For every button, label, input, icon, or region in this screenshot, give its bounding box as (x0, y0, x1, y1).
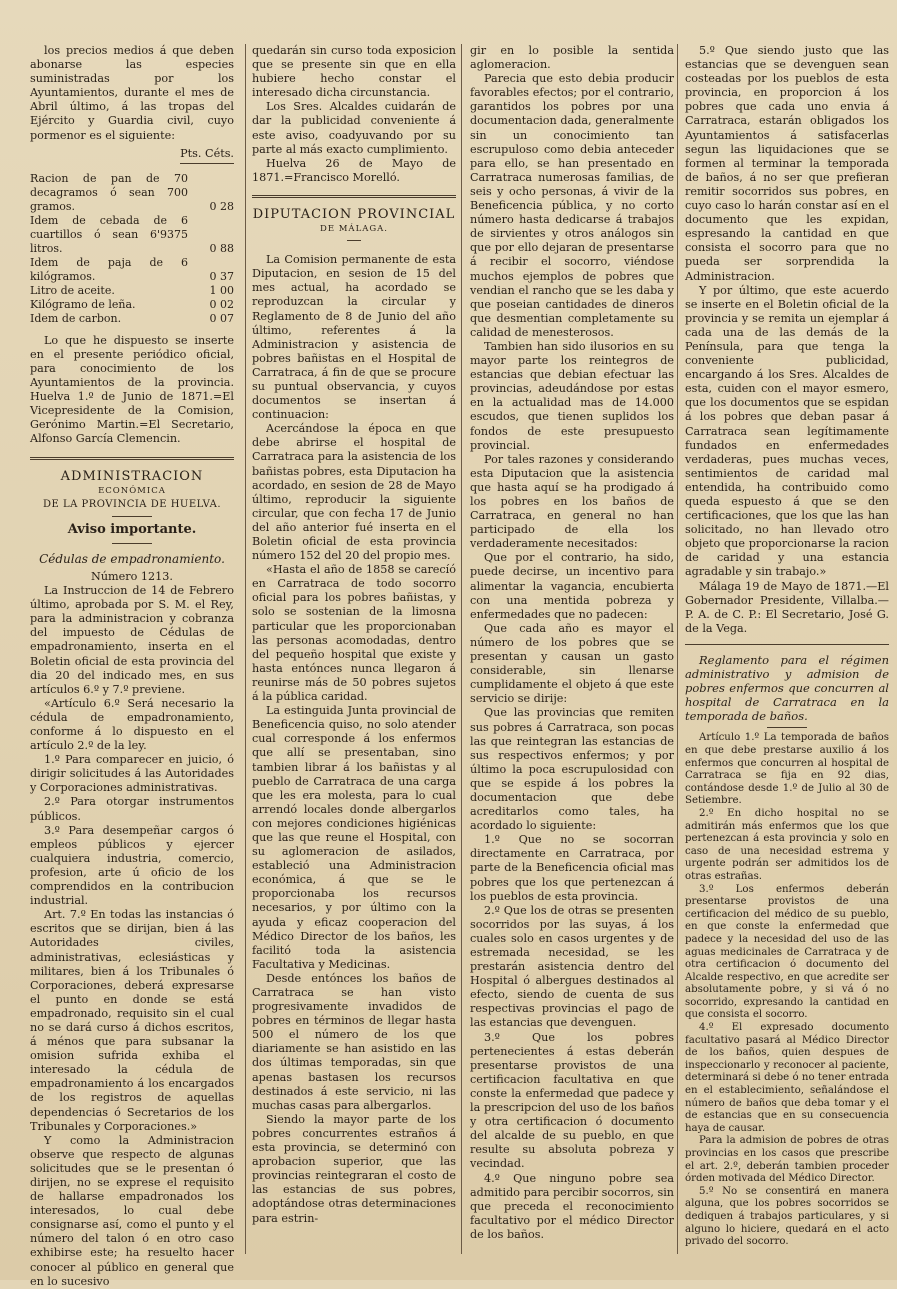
paragraph: La Comision permanente de esta Diputacion, en sesion de 15 del mes actual, ha acordado se reproduzcan la circular y Reglamento de 8 de Junio del año último, referentes á la Administracion y asistencia de pobres bañistas en el Hospital de Carratraca, á fin de que se procure su puntual observancia, y cuyos documentos se insertan á continuacion: (252, 253, 456, 422)
paragraph: Los Sres. Alcaldes cuidarán de dar la publicidad conveniente á este aviso, coadyuvando por su parte al más exacto cumplimiento. (252, 100, 456, 156)
paragraph: Que por el contrario, ha sido, puede decirse, un incentivo para alimentar la vagancia, encubierta con una mentida pobreza y enfermedades que no padecen: (470, 551, 674, 621)
divider (767, 727, 807, 728)
divider (180, 163, 234, 164)
article: 2.º En dicho hospital no se admitirán más enfermos que los que pertenezcan á esta provincia y solo en caso de una necesidad estrema y urgente podrán ser admitidos los de otras estrañas. (685, 807, 889, 882)
section-divider (685, 644, 889, 645)
column-rule (461, 44, 462, 1254)
table-row: Kilógramo de leña. 0 02 (30, 297, 234, 311)
paragraph: Y como la Administracion observe que respecto de algunas solicitudes que se le presentan ó dirijen, no se exprese el requisito de hallarse empadronados los interesados, lo cual debe consignarse así, como el punto y el número del talon ó en otro caso exhibirse este; ha resuelto hacer conocer al público en general que en lo sucesivo (30, 1133, 234, 1288)
section-divider (30, 457, 234, 460)
column-3 (470, 44, 674, 1272)
price-table (30, 172, 234, 326)
paragraph: «Artículo 6.º Será necesario la cédula de empadronamiento, conforme á lo dispuesto en el artículo 2.º de la ley. (30, 696, 234, 753)
article: 4.º El expresado documento facultativo pasará al Médico Director de los baños, quien despues de inspeccionarlo y reconocer al paciente, determinará si debe ó no tener entrada en el establecimiento, señalándose el número de baños que deba tomar y el de estancias que en su consecuencia haya de causar. (685, 1022, 889, 1134)
table-row: Racion de pan de 70 decagramos ó sean 700 gramos. 0 28 (30, 171, 234, 213)
prices-intro: los precios medios á que deben abonarse las especies suministradas por los Ayuntamientos, durante el mes de Abril último, á las tropas del Ejército y Guardia civil, cuyo pormenor es el siguiente: (30, 44, 234, 142)
paragraph: 5.º Que siendo justo que las estancias que se devenguen sean costeadas por los pueblos de esta provincia, en proporcion á los pobres que cada uno envia á Carratraca, estarán obligados los Ayuntamientos á satisfacerlas segun las liquidaciones que se formen al terminar la temporada de baños, á no ser que prefieran remitir socorridos sus pobres, en cuyo caso lo harán constar así en el documento que les expidan, espresando la cantidad en que consista el socorro para que no pueda ser sorprendida la Administracion. (685, 44, 889, 283)
paragraph: 4.º Que ninguno pobre sea admitido para percibir socorros, sin que preceda el reconocimiento facultativo por el médico Director de los baños. (470, 1171, 674, 1241)
article: 5.º No se consentirá en manera alguna, que los pobres socorridos se dediquen á trabajos particulares, y si alguno lo hiciere, quedará en el acto privado del socorro. (685, 1185, 889, 1248)
table-row: Idem de carbon. 0 07 (30, 311, 234, 325)
table-row: Idem de cebada de 6 cuartillos ó sean 6'9375 litros. 0 88 (30, 213, 234, 255)
regulation-title: Reglamento para el régimen administrativo y admision de pobres enfermos que concurren al hospital de Carratraca en la temporada de baños. (685, 652, 889, 724)
section-divider (252, 195, 456, 198)
signature: Málaga 19 de Mayo de 1871.—El Gobernador Presidente, Villalba.—P. A. de C. P.: El Secretario, José G. de la Vega. (685, 579, 889, 635)
paragraph: La estinguida Junta provincial de Beneficencia quiso, no solo atender cual corresponde á los enfermos que allí se presentaban, sino tambien librar á los bañistas y al pueblo de Carratraca de una carga que les era molesta, para lo cual arrendó locales donde albergarlos con mejores condiciones higiénicas que las que reune el Hospital, con su aglomeracion de asilados, estableció una Administracion económica, á que se le proporcionaba los recursos necesarios, y por último con la ayuda y eficaz cooperacion del Médico Director de los baños, les facilitó toda la asistencia Facultativa y Medicinas. (252, 704, 456, 971)
paragraph: Tambien han sido ilusorios en su mayor parte los reintegros de estancias que debian efectuar las provincias, adeudándose por estas en la actualidad mas de 14.000 escudos, que tienen suplidos los fondos de este presupuesto provincial. (470, 339, 674, 452)
paragraph: Acercándose la época en que debe abrirse el hospital de Carratraca para la asistencia de los bañistas pobres, esta Diputacion ha acordado, en sesion de 28 de Mayo último, reproducir la siguiente circular, que con fecha 17 de Junio del año anterior fué inserta en el Boletin oficial de esta provincia número 152 del 20 del propio mes. (252, 422, 456, 563)
section-subtitle: ECONÓMICA (98, 485, 166, 496)
section-subtitle: DE LA PROVINCIA DE HUELVA. (42, 498, 222, 510)
column-rule (245, 44, 246, 1254)
paragraph: La Instruccion de 14 de Febrero último, aprobada por S. M. el Rey, para la administracion y cobranza del impuesto de Cédulas de empadronamiento, inserta en el Boletin oficial de esta provincia del dia 20 del indicado mes, en sus artículos 6.º y 7.º previene. (30, 584, 234, 696)
column-1 (30, 44, 234, 1288)
paragraph: 3.º Para desempeñar cargos ó empleos públicos y ejercer cualquiera industria, comercio, profesion, arte ú oficio de los comprendidos en la contribucion industrial. (30, 823, 234, 908)
article: Para la admision de pobres de otras provincias en los casos que prescribe el art. 2.º, deberán tambien proceder órden motivada del Médico Director. (685, 1135, 889, 1185)
table-row: Litro de aceite. 1 00 (30, 283, 234, 297)
column-rule (677, 44, 678, 1254)
paragraph: 1.º Que no se socorran directamente en Carratraca, por parte de la Beneficencia oficial mas pobres que los que pertenezcan á los pueblos de esta provincia. (470, 833, 674, 903)
paragraph: 3.º Que los pobres pertenecientes á estas deberán presentarse provistos de una certificacion facultativa en que conste la enfermedad que padece y la prescripcion del uso de los baños y otra certificacion ó documento del alcalde de su pueblo, en que resulte su absoluta pobreza y vecindad. (470, 1030, 674, 1171)
section-title: ADMINISTRACION (60, 468, 204, 484)
column-4 (685, 44, 889, 1272)
paragraph: 2.º Que los de otras se presenten socorridos por las suyas, á los cuales solo en casos urgentes y de estremada necesidad, se les prestarán asistencia dentro del Hospital ó albergues destinados al efecto, siendo de cuenta de sus respectivas provincias el pago de las estancias que devenguen. (470, 903, 674, 1030)
paragraph: 2.º Para otorgar instrumentos públicos. (30, 795, 234, 823)
table-row: Idem de paja de 6 kilógramos. 0 37 (30, 255, 234, 283)
divider (112, 516, 152, 517)
paragraph: Parecia que esto debia producir favorables efectos; por el contrario, garantidos los pobres por una documentacion dada, generalmente sin un conocimiento tan escrupuloso como debia anteceder para ello, se han presentado en Carratraca numerosas familias, de seis y ocho personas, á vivir de la Beneficencia pública, y no corto número hasta dedicarse á trabajos de sirvientes y otros análogos sin que por ello dejaran de presentarse á recibir el socorro, viéndose muchos ejemplos de pobres que vendian el rancho que se les daba y que poseian cantidades de dineros que desmentian completamente su calidad de menesterosos. (470, 72, 674, 339)
signature: Huelva 26 de Mayo de 1871.=Francisco Morelló. (252, 156, 456, 184)
divider (112, 543, 152, 544)
unit-header: Pts. Céts. (180, 146, 234, 160)
notice-paragraph: Lo que he dispuesto se inserte en el presente periódico oficial, para conocimiento de los Ayuntamientos de la provincia. Huelva 1.º de Junio de 1871.=El Vicepresidente de la Comision, Gerónimo Martin.=El Secretario, Alfonso García Clemencin. (30, 333, 234, 446)
paragraph: Por tales razones y considerando esta Diputacion que la asistencia que hasta aquí se ha prodigado á los pobres en los baños de Carratraca, en general no han participado de ella los verdaderamente necesitados: (470, 452, 674, 551)
paragraph: quedarán sin curso toda exposicion que se presente sin que en ella hubiere hecho constar el interesado dicha circunstancia. (252, 44, 456, 100)
section-title: DIPUTACION PROVINCIAL (252, 206, 456, 222)
paragraph: Y por último, que este acuerdo se inserte en el Boletin oficial de la provincia y se remita un ejemplar á cada una de las demás de la Península, para que tenga la conveniente publicidad, encargando á los Sres. Alcaldes de esta, cuiden con el mayor esmero, que los documentos que se espidan á los pobres que deban pasar á Carratraca sean legítimamente fundados en enfermedades verdaderas, pues muchas veces, sentimientos de caridad mal entendida, ha contribuido como queda espuesto á que se den certificaciones, que los que las han solicitado, no han llevado otro objeto que proporcionarse la racion de caridad y una estancia agradable y sin trabajo.» (685, 283, 889, 579)
section-subtitle: DE MÁLAGA. (320, 224, 388, 235)
document-number: Número 1213. (91, 569, 173, 583)
paragraph: Que cada año es mayor el número de los pobres que se presentan y causan un gasto considerable, sin llenarse cumplidamente el objeto á que este servicio se dirije: (470, 621, 674, 706)
paragraph: Art. 7.º En todas las instancias ó escritos que se dirijan, bien á las Autoridades civiles, administrativas, eclesiásticas y militares, bien á los Tribunales ó Corporaciones, deberá expresarse el punto en donde se está empadronado, requisito sin el cual no se dará curso á dichos escritos, á ménos que para subsanar la omision sufrida exhiba el interesado la cédula de empadronamiento á los encargados de los registros de aquellas dependencias ó Secretarios de los Tribunales y Corporaciones.» (30, 908, 234, 1133)
notice-title: Aviso importante. (67, 521, 197, 537)
article: Artículo 1.º La temporada de baños en que debe prestarse auxilio á los enfermos que concurren al hospital de Carratraca se fija en 92 dias, contándose desde 1.º de Julio al 30 de Setiembre. (685, 732, 889, 807)
column-2 (252, 44, 456, 1272)
paragraph: Siendo la mayor parte de los pobres concurrentes estraños á esta provincia, se determinó con aprobacion superior, que las provincias reintegraran el costo de las estancias de sus pobres, adoptándose otras determinaciones para estrin- (252, 1112, 456, 1225)
paragraph: «Hasta el año de 1858 se carecíó en Carratraca de todo socorro oficial para los pobres bañistas, y solo se sostenian de la limosna particular que les proporcionaban las personas acomodadas, dentro del pequeño hospital que existe y hasta entónces nunca llegaron á reunirse más de 50 pobres sujetos á la pública caridad. (252, 563, 456, 704)
divider (347, 240, 361, 241)
paragraph: Desde entónces los baños de Carratraca se han visto progresivamente invadidos de pobres en términos de llegar hasta 500 el número de los que diariamente se han asistido en las dos últimas temporadas, sin que apenas bastasen los recursos destinados á este servicio, ni las muchas casas para albergarlos. (252, 971, 456, 1112)
paragraph: Que las provincias que remiten sus pobres á Carratraca, son pocas las que reintegran las estancias de sus respectivos enfermos; y por último la poca escrupulosidad con que se espide á los pobres la documentacion que debe acreditarlos como tales, ha acordado lo siguiente: (470, 706, 674, 833)
article: 3.º Los enfermos deberán presentarse provistos de una certificacion del médico de su pueblo, en que conste la enfermedad que padece y la necesidad del uso de las aguas medicinales de Carratraca y de otra certificacion ó documento del Alcalde respectivo, en que acredite ser absolutamente pobre, y si vá ó no socorrido, expresando la cantidad en que consista el socorro. (685, 883, 889, 1021)
paragraph: gir en lo posible la sentida aglomeracion. (470, 44, 674, 72)
paragraph: 1.º Para comparecer en juicio, ó dirigir solicitudes á las Autoridades y Corporaciones administrativas. (30, 753, 234, 795)
subsection-title: Cédulas de empadronamiento. (39, 551, 225, 566)
